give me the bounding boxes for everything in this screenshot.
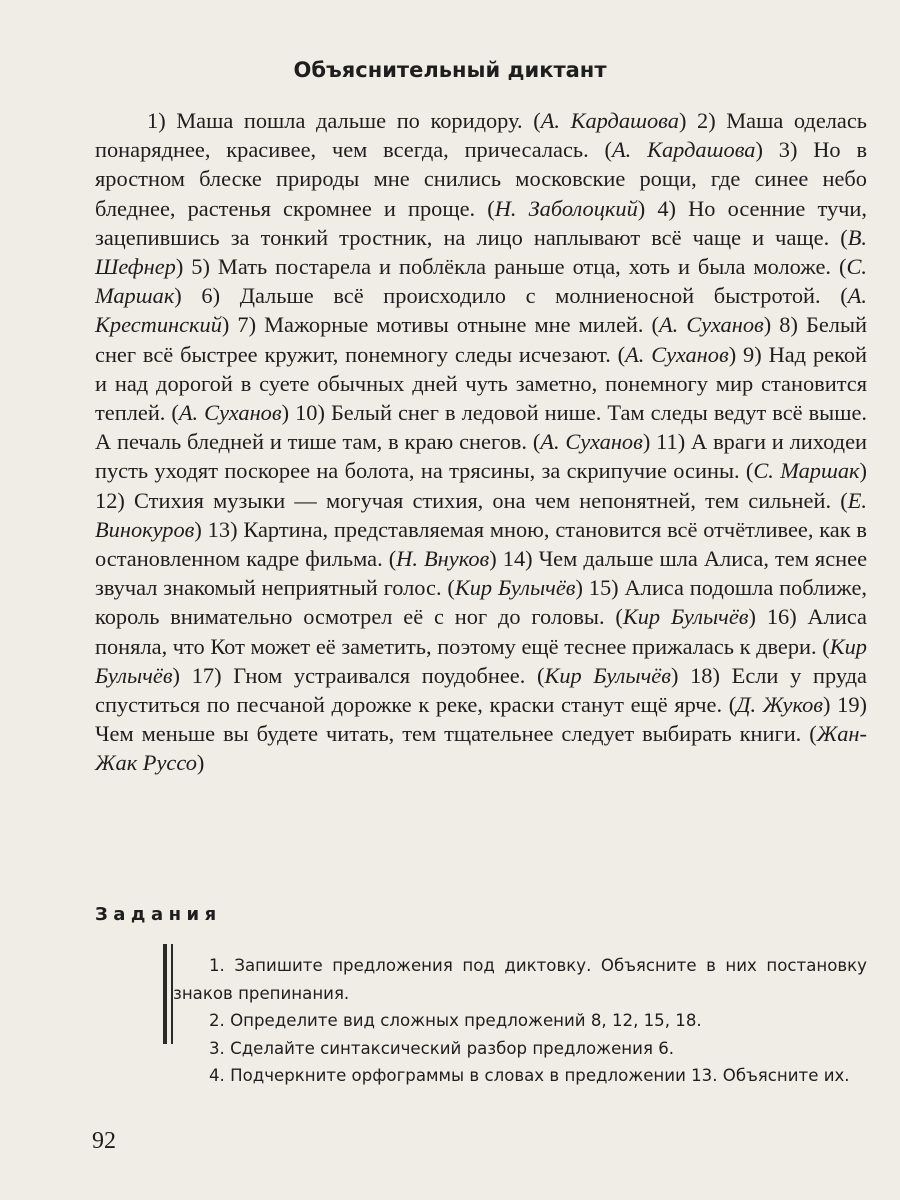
author-name: А. Суханов	[625, 341, 729, 367]
sentence-text: ) 2) Маша оделась понаряднее, красивее, чем всегда, причесалась. (	[95, 108, 868, 163]
tasks-heading: Задания	[95, 904, 222, 925]
sentence-text: ) 19) Чем меньше вы будете читать, тем тщательнее следует выбирать книги. (	[95, 692, 867, 747]
author-name: Кир Булычёв	[454, 575, 576, 601]
sentence-text: ) 17) Гном устраивался поудобнее. (	[172, 662, 545, 688]
sentence-text: ) 10) Белый снег в ледовой нише. Там следы ведут всё выше. А печаль бледней и тише там, в краю снегов. (	[95, 400, 868, 455]
task-item: 1. Запишите предложения под диктовку. Объясните в них постановку знаков препинания.	[173, 956, 867, 1003]
sentence-text: 1) Маша пошла дальше по коридору. (	[147, 108, 541, 133]
sentence-text: ) 7) Мажорные мотивы отныне мне милей. (	[221, 312, 659, 338]
author-name: Н. Заболоцкий	[494, 195, 638, 221]
author-name: Кир Булычёв	[95, 633, 867, 688]
sentence-text: ) 18) Если у пруда спуститься по песчаной дорожке к реке, краски станут ещё ярче. (	[95, 662, 867, 718]
sentence-text: ) 11) А враги и лиходеи пусть уходят поскорее на болота, на трясины, за скрипучие осины. (	[95, 429, 867, 484]
sentence-text: ) 8) Белый снег всё быстрее кружит, понемногу следы исчезают. (	[95, 312, 867, 367]
author-name: В. Шефнер	[95, 224, 867, 280]
sentence-text: ) 15) Алиса подошла поближе, король внимательно осмотрел её с ног до головы. (	[95, 575, 867, 630]
author-name: Н. Внуков	[396, 546, 490, 572]
author-name: А. Суханов	[540, 429, 643, 455]
author-name: Д. Жуков	[736, 692, 824, 718]
sentence-text: ) 12) Стихия музыки — могучая стихия, она чем непонятней, тем сильней. (	[95, 458, 867, 513]
author-name: Е. Винокуров	[95, 487, 867, 542]
sentence-text: ) 6) Дальше всё происходило с молниеносной быстротой. (	[174, 283, 848, 309]
sentence-text: ) 13) Картина, представляемая мною, становится всё отчётливее, как в остановленном кадре фильма. (	[95, 516, 867, 572]
author-name: А. Кардашова	[540, 108, 679, 133]
author-name: А. Крестинский	[95, 283, 867, 338]
sentence-text: ) 3) Но в яростном блеске природы мне снились московские рощи, где синее небо бледнее, растенья скромнее и проще. (	[95, 137, 868, 221]
page-number: 92	[92, 1128, 116, 1154]
sentence-text: ) 9) Над рекой и над дорогой в суете обычных дней чуть заметно, понемногу мир становится теплей. (	[95, 341, 867, 426]
sentence-text: ) 4) Но осенние тучи, зацепившись за тонкий тростник, на лицо наплывают всё чаще и чаще. (	[95, 195, 867, 250]
sentence-text: ) 16) Алиса поняла, что Кот может её заметить, поэтому ещё теснее прижалась к двери. (	[95, 604, 867, 659]
author-name: А. Кардашова	[612, 137, 756, 163]
author-name: А. Суханов	[178, 400, 282, 426]
task-item: 3. Сделайте синтаксический разбор предложения 6.	[209, 1038, 675, 1058]
author-name: С. Маршак	[95, 254, 867, 309]
page-title: Объяснительный диктант	[293, 58, 607, 82]
author-name: Кир Булычёв	[622, 604, 749, 630]
sentence-text: ) 14) Чем дальше шла Алиса, тем яснее звучал знакомый неприятный голос. (	[95, 546, 868, 601]
tasks-list	[163, 952, 867, 1090]
sentence-text: )	[196, 750, 205, 776]
dictation-text	[95, 106, 867, 778]
author-name: А. Суханов	[659, 312, 764, 338]
task-item: 2. Определите вид сложных предложений 8, 12, 15, 18.	[209, 1011, 702, 1030]
author-name: С. Маршак	[753, 458, 860, 484]
author-name: Жан-Жак Руссо	[95, 721, 867, 776]
sentence-text: ) 5) Мать постарела и поблёкла раньше отца, хоть и была моложе. (	[175, 254, 847, 280]
author-name: Кир Булычёв	[544, 662, 671, 688]
task-item: 4. Подчеркните орфограммы в словах в предложении 13. Объясните их.	[209, 1066, 850, 1085]
